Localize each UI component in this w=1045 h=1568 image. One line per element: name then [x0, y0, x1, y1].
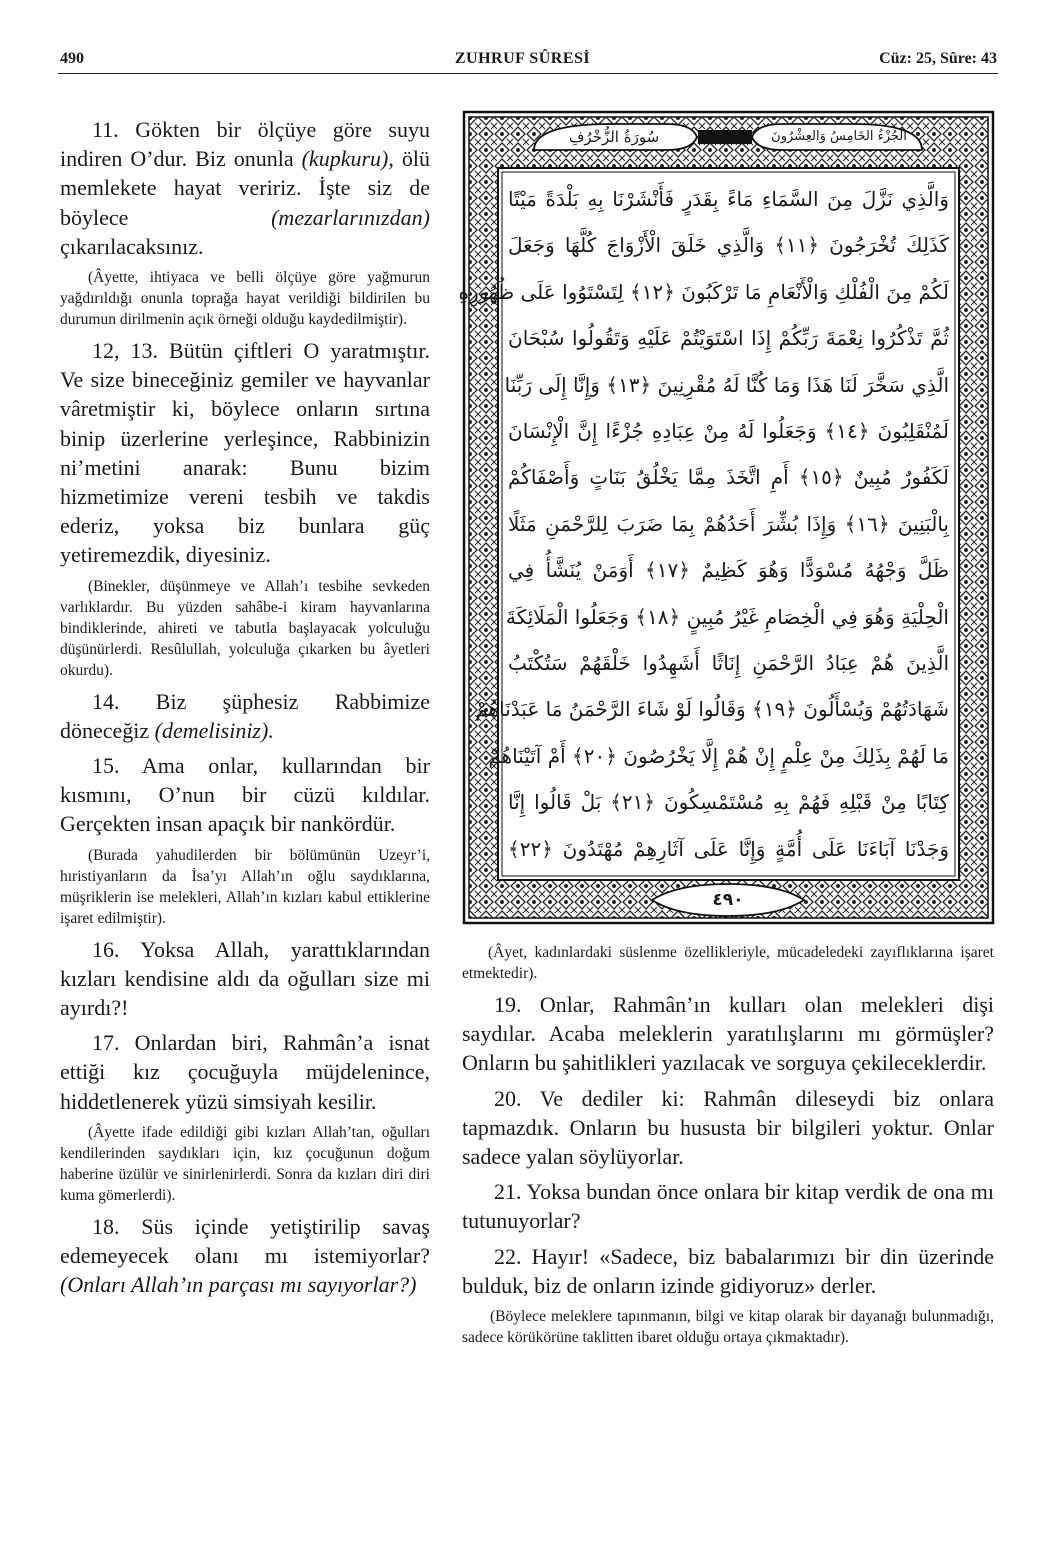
verse-11-text: , ölü memlekete hayat veririz. İşte siz de böylece: [60, 146, 430, 230]
quran-line: كَذَلِكَ تُخْرَجُونَ ﴿١١﴾ وَالَّذِي خَلَقَ الْأَزْوَاجَ كُلَّهَا وَجَعَلَ: [508, 233, 950, 258]
note-18: (Âyet, kadınlardaki süslenme özellikleriyle, mücadeledeki zayıflıklarına işaret etmektedir).: [462, 944, 994, 982]
verse-21: 21. Yoksa bundan önce onlara bir kitap verdik de ona mı tutunuyorlar?: [462, 1179, 994, 1234]
quran-line: الَّذِينَ هُمْ عِبَادُ الرَّحْمَنِ إِنَاثًا أَشَهِدُوا خَلْقَهُمْ سَتُكْتَبُ: [508, 651, 949, 675]
quran-text-block: [458, 176, 950, 872]
verse-11-text: 11. Gökten bir ölçüye göre suyu indiren O’dur. Biz onunla: [60, 117, 430, 172]
verse-17: 17. Onlardan biri, Rahmân’a isnat ettiği kız çocuğuyla müjdelenince, hiddetlenerek yüzü simsiyah kesilir.: [60, 1030, 430, 1114]
quran-line: ثُمَّ تَذْكُرُوا نِعْمَةَ رَبِّكُمْ إِذَا اسْتَوَيْتُمْ عَلَيْهِ وَتَقُولُوا سُبْحَانَ: [508, 326, 949, 351]
quran-line: الَّذِي سَخَّرَ لَنَا هَذَا وَمَا كُنَّا لَهُ مُقْرِنِينَ ﴿١٣﴾ وَإِنَّا إِلَى رَبِّنَا: [504, 372, 949, 397]
verse-14-text: 14. Biz şüphesiz Rabbimize döneceğiz: [60, 688, 430, 743]
verse-18: [60, 1212, 430, 1300]
quran-line: لَمُنْقَلِبُونَ ﴿١٤﴾ وَجَعَلُوا لَهُ مِنْ عِبَادِهِ جُزْءًا إِنَّ الْإِنْسَانَ: [508, 419, 950, 443]
quran-line: لَكَفُورٌ مُبِينٌ ﴿١٥﴾ أَمِ اتَّخَذَ مِمَّا يَخْلُقُ بَنَاتٍ وَأَصْفَاكُمْ: [508, 465, 950, 490]
quran-page-number: ٤٩٠: [712, 890, 744, 910]
verse-19: 19. Onlar, Rahmân’ın kulları olan melekleri dişi saydılar. Acaba meleklerin yaratılışlarını mı görmüşler? Onların bu şahitlikleri yazılacak ve sorguya çekileceklerdir.: [462, 992, 994, 1076]
verse-11-italic: (kupkuru): [301, 146, 389, 172]
note-12-13: (Binekler, düşünmeye ve Allah’ı tesbihe sevkeden varlıklardır. Bu yüzden sahâbe-i kiram hayvanlarına bindiklerinde, ahireti ve tabutla başlayacak yolculuğu düşünürlerdi. Resûlullah, yolculuğa çıkarken bu âyetleri okurdu).: [60, 577, 430, 679]
note-11: (Âyette, ihtiyaca ve belli ölçüye göre yağmurun yağdırıldığı onunla toprağa hayat verildiği bildirilen bu durumun dirilmenin açık örneği olduğu kaydedilmiştir).: [60, 269, 430, 329]
verse-20: 20. Ve dediler ki: Rahmân dileseydi biz onlara tapmazdık. Onların bu hususta bir bilgileri yoktur. Onlar sadece yalan söylüyorlar.: [462, 1085, 994, 1170]
quran-line: مَا لَهُمْ بِذَلِكَ مِنْ عِلْمٍ إِنْ هُمْ إِلَّا يَخْرُصُونَ ﴿٢٠﴾ أَمْ آتَيْنَاهُمْ: [488, 743, 949, 768]
verse-11-italic: (mezarlarınızdan): [271, 204, 430, 230]
quran-header-juz: الجُزْءُ الخَامِسُ وَالعِشْرُونَ: [771, 129, 907, 144]
quran-line: ظَلَّ وَجْهُهُ مُسْوَدًّا وَهُوَ كَظِيمٌ ﴿١٧﴾ أَوَمَنْ يُنَشَّأُ فِي: [508, 558, 949, 583]
page-number: 490: [60, 50, 84, 67]
verse-18-italic: (Onları Allah’ın parçası mı sayıyorlar?): [60, 1272, 417, 1298]
verse-14-italic: (demelisiniz).: [154, 717, 274, 743]
juz-info: Cüz: 25, Sûre: 43: [879, 50, 997, 67]
verse-14: [60, 687, 430, 745]
quran-line: كِتَابًا مِنْ قَبْلِهِ فَهُمْ بِهِ مُسْتَمْسِكُونَ ﴿٢١﴾ بَلْ قَالُوا إِنَّا: [508, 790, 949, 815]
verse-12-13: 12, 13. Bütün çiftleri O yaratmıştır. Ve size bineceğiniz gemiler ve hayvanlar vâretmiştir ki, böylece onların sırtına binip üzerlerine yerleşince, Rabbinizin ni’metini anarak: Bunu bizim hizmetimize vereni tesbih ve takdis ederiz, yoksa biz bunlara güç yetiremezdik, diyesiniz.: [60, 338, 430, 568]
quran-line: وَجَدْنَا آبَاءَنَا عَلَى أُمَّةٍ وَإِنَّا عَلَى آثَارِهِمْ مُهْتَدُونَ ﴿٢٢﴾: [508, 836, 949, 861]
verse-15: 15. Ama onlar, kullarından bir kısmını, O’nun bir cüzü kıldılar. Gerçekten insan apaçık bir nankördür.: [60, 753, 430, 837]
verse-22: 22. Hayır! «Sadece, biz babalarımızı bir din üzerinde bulduk, biz de onların izinde gidiyoruz» derler.: [462, 1243, 994, 1298]
left-column: [60, 115, 430, 1305]
quran-line: بِالْبَنِينَ ﴿١٦﴾ وَإِذَا بُشِّرَ أَحَدُهُمْ بِمَا ضَرَبَ لِلرَّحْمَنِ مَثَلًا: [508, 511, 949, 536]
verse-18-text: 18. Süs içinde yetiştirilip savaş edemeyecek olanı mı istemiyorlar?: [60, 1213, 430, 1269]
note-15: (Burada yahudilerden bir bölümünün Uzeyr’i, hıristiyanların da İsa’yı Allah’ın oğlu saydıklarına, müşriklerin ise melekleri, Allah’ın kızları kabul ettiklerine işaret edilmiştir).: [60, 846, 430, 927]
note-22: (Böylece meleklere tapınmanın, bilgi ve kitap olarak bir dayanağı bulunmadığı, sadece körükörüne taklitten ibaret olduğu ortaya çıkmaktadır).: [462, 1308, 994, 1347]
header-rule: [58, 73, 998, 74]
header-ornament: [698, 130, 752, 144]
sura-title: ZUHRUF SÛRESİ: [454, 50, 591, 67]
note-17: (Âyette ifade edildiği gibi kızları Allah’tan, oğulları kendilerinden saydıkları için, kız çocuğunun doğum haberine üzülür ve sinirlenirlerdi. Sonra da kızları diri diri kuma gömerlerdi).: [60, 1123, 430, 1204]
quran-page-frame: [458, 110, 995, 925]
right-column: [462, 942, 994, 1354]
quran-line: وَالَّذِي نَزَّلَ مِنَ السَّمَاءِ مَاءً بِقَدَرٍ فَأَنْشَرْنَا بِهِ بَلْدَةً مَيْتًا: [508, 187, 949, 211]
quran-header-sura: سُورَةُ الزُّخْرُفِ: [568, 128, 660, 146]
quran-line: الْحِلْيَةِ وَهُوَ فِي الْخِصَامِ غَيْرُ مُبِينٍ ﴿١٨﴾ وَجَعَلُوا الْمَلَائِكَةَ: [505, 604, 949, 629]
verse-11: [60, 115, 430, 261]
verse-11-text: çıkarılacaksınız.: [60, 233, 204, 259]
quran-line: لَكُمْ مِنَ الْفُلْكِ وَالْأَنْعَامِ مَا تَرْكَبُونَ ﴿١٢﴾ لِتَسْتَوُوا عَلَى ظُهُورِهِ: [458, 279, 949, 304]
quran-line: شَهَادَتُهُمْ وَيُسْأَلُونَ ﴿١٩﴾ وَقَالُوا لَوْ شَاءَ الرَّحْمَنُ مَا عَبَدْنَاهُمْ: [475, 697, 949, 722]
verse-16: 16. Yoksa Allah, yarattıklarından kızları kendisine aldı da oğulları size mi ayırdı?!: [60, 936, 430, 1021]
